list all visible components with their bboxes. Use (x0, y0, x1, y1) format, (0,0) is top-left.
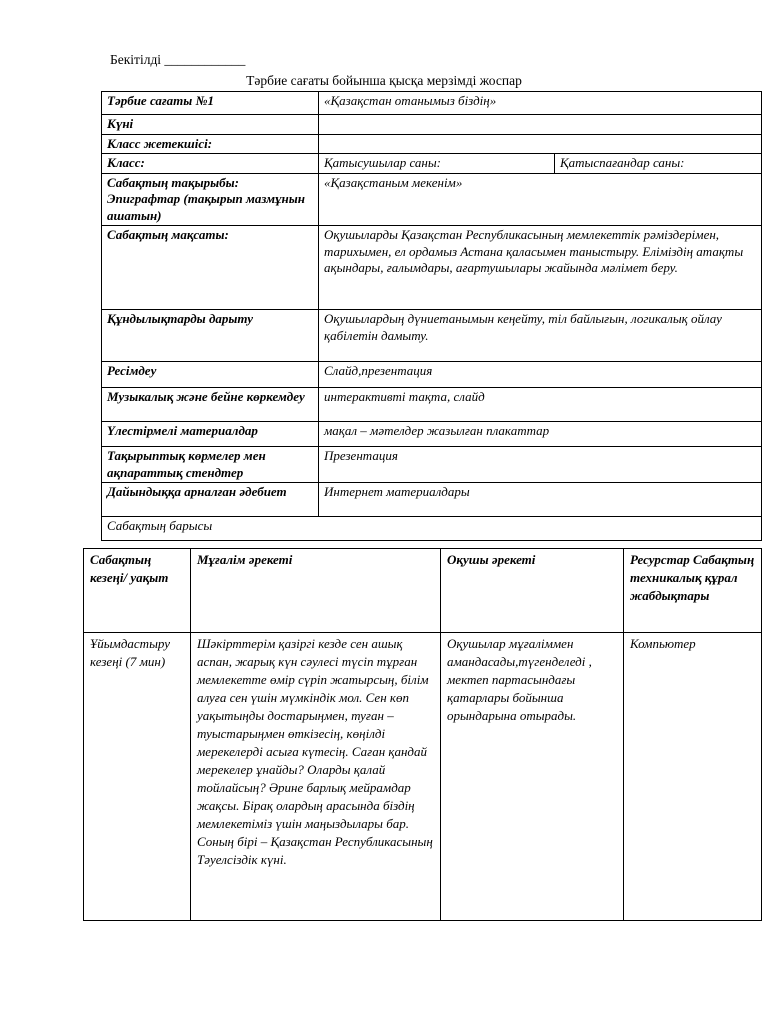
topic-label (102, 173, 319, 226)
approved-line: Бекітілді ____________ (110, 52, 246, 67)
design-label: Ресімдеу (102, 362, 319, 388)
plan-row-exhibits (102, 447, 762, 483)
session-label: Тәрбие сағаты №1 (102, 92, 319, 115)
handouts-label: Үлестірмелі материалдар (102, 422, 319, 447)
literature-value: Интернет материалдары (319, 483, 762, 517)
media-value: интерактивті тақта, слайд (319, 388, 762, 422)
teacher-action-cell: Шәкірттерім қазіргі кезде сен ашық аспан, жарық күн сәулесі түсіп тұрған мемлекетте өмір сүріп жатырсың, білім алуға сен үшін мүмкіндік мол. Сен көп уақытыңды достарыңмен, туған – туыстарыңмен өткізесің, көңілді мерекелерді асыға күтесің. Саған қандай мерекелер ұнайды? Оларды қалай тойлайсың? Әрине барлық мейрамдар жақсы. Бірақ олардың арасында біздің мемлекетіміз үшін маңыздылары бар. Соның бірі – Қазақстан Республикасының Тәуелсіздік күні. (191, 633, 441, 921)
stage-cell: Ұйымдастыру кезеңі (7 мин) (84, 633, 191, 921)
plan-row-progress (102, 517, 762, 541)
teacher-value (319, 134, 762, 154)
student-action-cell: Оқушылар мұғаліммен амандасады,түгенделеді , мектеп партасындағы қатарлары бойынша орындарына отырады. (441, 633, 624, 921)
media-label: Музыкалық және бейне көркемдеу (102, 388, 319, 422)
stage-header: Сабақтың кезеңі/ уақыт (84, 549, 191, 633)
teacher-label: Класс жетекшісі: (102, 134, 319, 154)
topic-label-line-2: Эпиграфтар (тақырып мазмұнын ашатын) (107, 191, 305, 223)
absent-label: Қатыспағандар саны: (555, 154, 762, 174)
plan-row-handouts (102, 422, 762, 447)
design-value: Слайд,презентация (319, 362, 762, 388)
class-label: Класс: (102, 154, 319, 174)
lesson-table (83, 548, 762, 921)
plan-row-goal (102, 226, 762, 310)
resources-cell: Компьютер (624, 633, 762, 921)
plan-row-literature (102, 483, 762, 517)
goal-label: Сабақтың мақсаты: (102, 226, 319, 310)
date-label: Күні (102, 115, 319, 135)
plan-row-values (102, 310, 762, 362)
plan-row-class (102, 154, 762, 174)
literature-label: Дайындыққа арналған әдебиет (102, 483, 319, 517)
progress-label: Сабақтың барысы (102, 517, 762, 541)
resources-header: Ресурстар Сабақтың техникалық құрал жабдықтары (624, 549, 762, 633)
goal-value: Оқушыларды Қазақстан Республикасының мемлекеттік рәміздерімен, тарихымен, ел ордамыз Астана қаласымен таныстыру. Еліміздің атақты ақындары, ғалымдары, ағартушылары жайында мәлімет беру. (319, 226, 762, 310)
topic-value: «Қазақстаным мекенім» (319, 173, 762, 226)
plan-row-media (102, 388, 762, 422)
plan-row-session (102, 92, 762, 115)
plan-row-date (102, 115, 762, 135)
lesson-header-row (84, 549, 762, 633)
values-label: Құндылықтарды дарыту (102, 310, 319, 362)
values-value: Оқушылардың дүниетанымын кеңейту, тіл байлығын, логикалық ойлау қабілетін дамыту. (319, 310, 762, 362)
exhibits-value: Презентация (319, 447, 762, 483)
teacher-action-header: Мұғалім әрекеті (191, 549, 441, 633)
lesson-row-organization (84, 633, 762, 921)
plan-row-teacher (102, 134, 762, 154)
plan-row-design (102, 362, 762, 388)
plan-row-topic (102, 173, 762, 226)
participants-label: Қатысушылар саны: (319, 154, 555, 174)
exhibits-label: Тақырыптық көрмелер мен ақпараттық стендтер (102, 447, 319, 483)
plan-table (101, 91, 762, 541)
topic-label-line-1: Сабақтың тақырыбы: (107, 174, 240, 190)
date-value (319, 115, 762, 135)
document-title: Тәрбие сағаты бойынша қысқа мерзімді жоспар (246, 73, 522, 88)
handouts-value: мақал – мәтелдер жазылған плакаттар (319, 422, 762, 447)
session-value: «Қазақстан отанымыз біздің» (319, 92, 762, 115)
student-action-header: Оқушы әрекеті (441, 549, 624, 633)
